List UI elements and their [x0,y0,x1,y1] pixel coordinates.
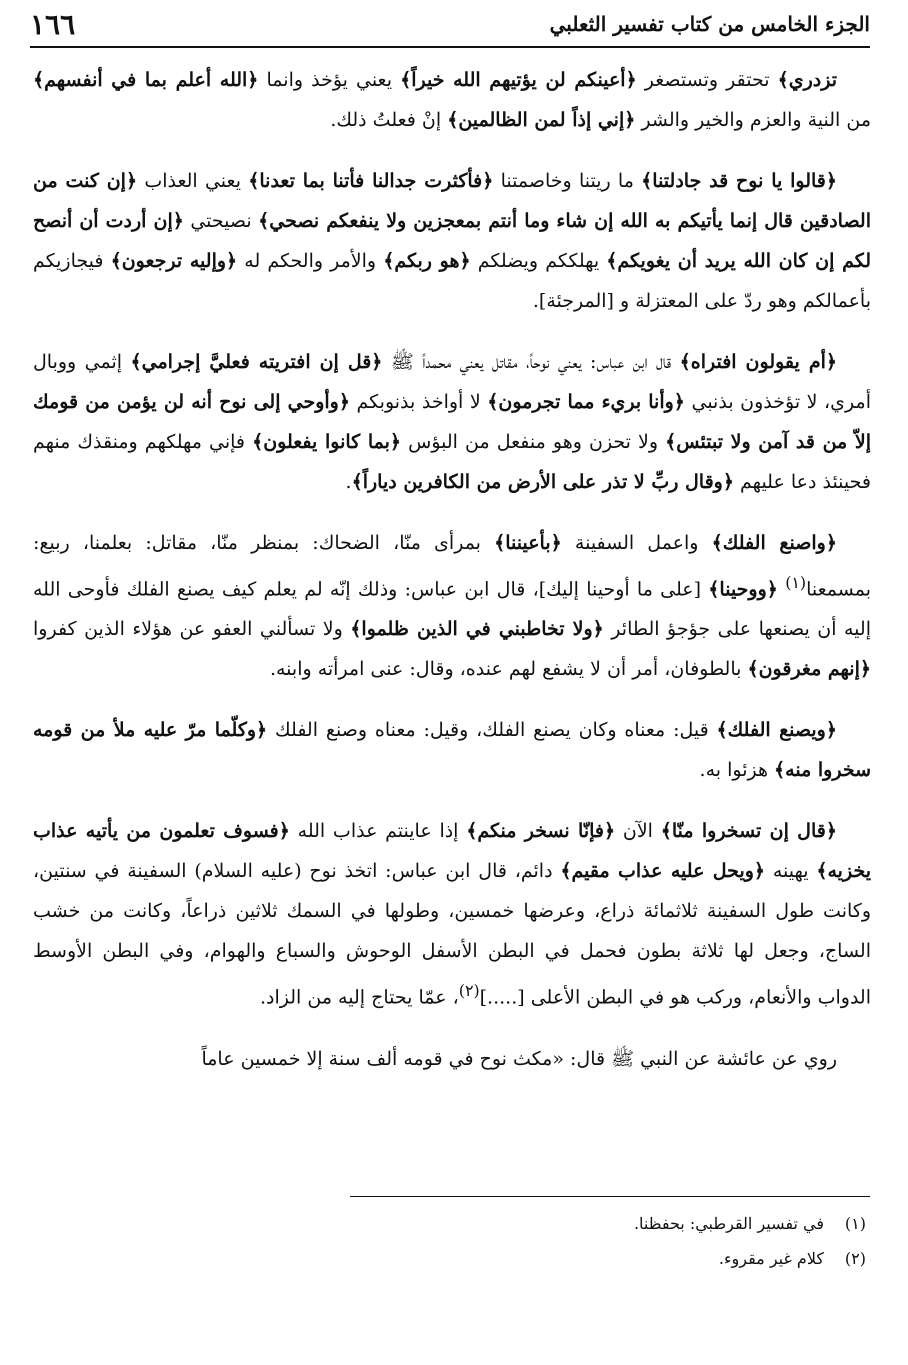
commentary-text: يعني العذاب [137,170,249,192]
quran-verse: ﴿ووحينا﴾ [708,578,778,601]
quran-verse: ﴿بأعيننا﴾ [494,532,562,554]
commentary-text: الآن [615,820,661,843]
paragraph [33,523,871,689]
quran-verse: ﴿فإنّا نسخر منكم﴾ [466,820,616,843]
quran-verse: ﴿الله أعلم بما في أنفسهم﴾ [33,69,259,91]
quran-verse: ﴿إنهم مغرقون﴾ [747,658,871,681]
quran-verse: ﴿ولا تخاطبني في الذين ظلموا﴾ [350,618,604,641]
quran-verse: ﴿إن كنت من الصادقين قال إنما يأتيكم به الله إن شاء وما أنتم بمعجزين ولا ينفعكم نصحي﴾ [33,170,871,232]
footnote [33,1206,866,1241]
footnote-number: (٢) [844,1249,866,1268]
quran-verse: ﴿قال إن تسخروا منّا﴾ [660,820,837,843]
quran-verse: ﴿وقال ربِّ لا تذر على الأرض من الكافرين دياراً﴾ [351,471,734,493]
commentary-text: إثمي ووبال أمري، لا تؤخذون بذنبي [33,351,871,413]
commentary-text: ولا تسألني العفو عن هؤلاء الذين كفروا [33,618,351,641]
page-header [30,6,870,42]
commentary-text: تحتقر وتستصغر [636,69,778,91]
quran-verse: ﴿قالوا يا نوح قد جادلتنا﴾ [641,170,837,192]
quran-verse: ﴿وإليه ترجعون﴾ [110,250,238,272]
footnotes [33,1206,866,1276]
commentary-text: إذا عاينتم عذاب الله [289,820,467,843]
commentary-text: ولا تحزن وهو منفعل من البؤس [401,431,666,453]
commentary-text: قال ابن عباس: يعني نوحاً، مقاتل يعني محمداً ﷺ [382,351,680,373]
commentary-text: بمرأى منّا، الضحاك: بمنظر منّا، مقاتل: بعلمنا، ربيع: بمسمعنا [33,532,871,601]
footnote-ref: (١) [785,573,807,592]
commentary-text: فيجازيكم بأعمالكم وهو ردّ على المعتزلة و [المرجئة]. [33,250,871,312]
commentary-text: قيل: معناه وكان يصنع الفلك، وقيل: معناه وصنع الفلك [267,719,717,742]
quran-verse: ﴿وكلّما مرّ عليه ملأ من قومه سخروا منه﴾ [33,719,871,782]
quran-verse: ﴿إن أردت أن أنصح لكم إن كان الله يريد أن يغويكم﴾ [33,210,871,272]
commentary-text: . [345,471,352,493]
commentary-text: بالطوفان، أمر أن لا يشفع لهم عنده، وقال: عنى امرأته وابنه. [269,658,748,681]
header-rule [30,46,870,48]
footnote-ref: (٢) [458,981,480,1001]
paragraph [33,1039,871,1079]
commentary-text: [على ما أوحينا إليك]، قال ابن عباس: وذلك إنّه لم يعلم كيف يصنع الفلك فأوحى الله إليه أن يصنعها على جؤجؤ الطائر [33,578,871,641]
commentary-text: والأمر والحكم له [237,250,384,272]
commentary-text: نصيحتي [183,210,259,232]
quran-verse: ﴿فأكثرت جدالنا فأتنا بما تعدنا﴾ [248,170,494,192]
commentary-text: يعني يؤخذ وانما [258,69,401,91]
commentary-text: فإني مهلكهم ومنقذك منهم فحينئذ دعا عليهم [33,431,871,493]
commentary-text: لا أواخذ بذنوبكم [349,391,488,413]
commentary-text: ما ريتنا وخاصمتنا [493,170,642,192]
footnote-text: كلام غير مقروء. [718,1249,824,1268]
quran-verse: ﴿ويحل عليه عذاب مقيم﴾ [560,860,766,883]
commentary-text: إنْ فعلتُ ذلك. [330,109,448,131]
quran-verse: ﴿واصنع الفلك﴾ [711,532,837,554]
paragraph [33,161,871,321]
commentary-text: روي عن عائشة عن النبي ﷺ قال: «مكث نوح في قومه ألف سنة إلا خمسين عاماً [201,1047,837,1070]
footnote-text: في تفسير القرطبي: بحفظنا. [633,1214,824,1233]
quran-verse: ﴿بما كانوا يفعلون﴾ [252,431,402,453]
paragraph [33,710,871,790]
page-body [33,60,871,1100]
quran-verse: ﴿إني إذاً لمن الظالمين﴾ [447,109,636,131]
commentary-text: هزئوا به. [699,759,775,782]
quran-verse: تزدري﴾ [777,69,837,91]
quran-verse: ﴿أعينكم لن يؤتيهم الله خيراً﴾ [400,69,637,91]
quran-verse: ﴿هو ربكم﴾ [383,250,471,272]
commentary-text: يهينه [765,860,817,883]
commentary-text: ، عمّا يحتاج إليه من الزاد. [260,986,459,1009]
paragraph [33,811,871,1017]
paragraph [33,342,871,502]
quran-verse: ﴿قل إن افتريته فعليَّ إجرامي﴾ [130,351,383,373]
commentary-text: من النية والعزم والخير والشر [635,109,871,131]
quran-verse: ﴿وأوحي إلى نوح أنه لن يؤمن من قومك إلاّ من قد آمن ولا تبتئس﴾ [33,391,871,453]
quran-verse: ﴿ويصنع الفلك﴾ [716,719,837,742]
quran-verse: ﴿فسوف تعلمون من يأتيه عذاب يخزيه﴾ [33,820,872,883]
running-title: الجزء الخامس من كتاب تفسير الثعلبي [549,12,870,36]
quran-verse: ﴿أم يقولون افتراه﴾ [679,351,838,373]
paragraph [33,60,871,140]
commentary-text: واعمل السفينة [561,532,712,554]
quran-verse: ﴿وأنا بريء مما تجرمون﴾ [487,391,685,413]
footnote-number: (١) [844,1214,866,1233]
footnote-rule [350,1196,870,1197]
page-number: ١٦٦ [30,7,76,41]
footnote [33,1241,866,1276]
commentary-text: دائم، قال ابن عباس: اتخذ نوح (عليه السلام) السفينة في سنتين، وكانت طول السفينة ثلاثمائة ذراع، وعرضها خمسين، وطولها في السمك ثلاثين ذراعاً، وكانت من خشب الساج، وجعل لها ثلاثة بطون فحمل في البطن الأسفل الوحوش والسباع والهوام، وفي البطن الأوسط الدواب والأنعام، وركب هو في البطن الأعلى [.....] [33,860,871,1009]
commentary-text: يهلككم ويضلكم [470,250,607,272]
